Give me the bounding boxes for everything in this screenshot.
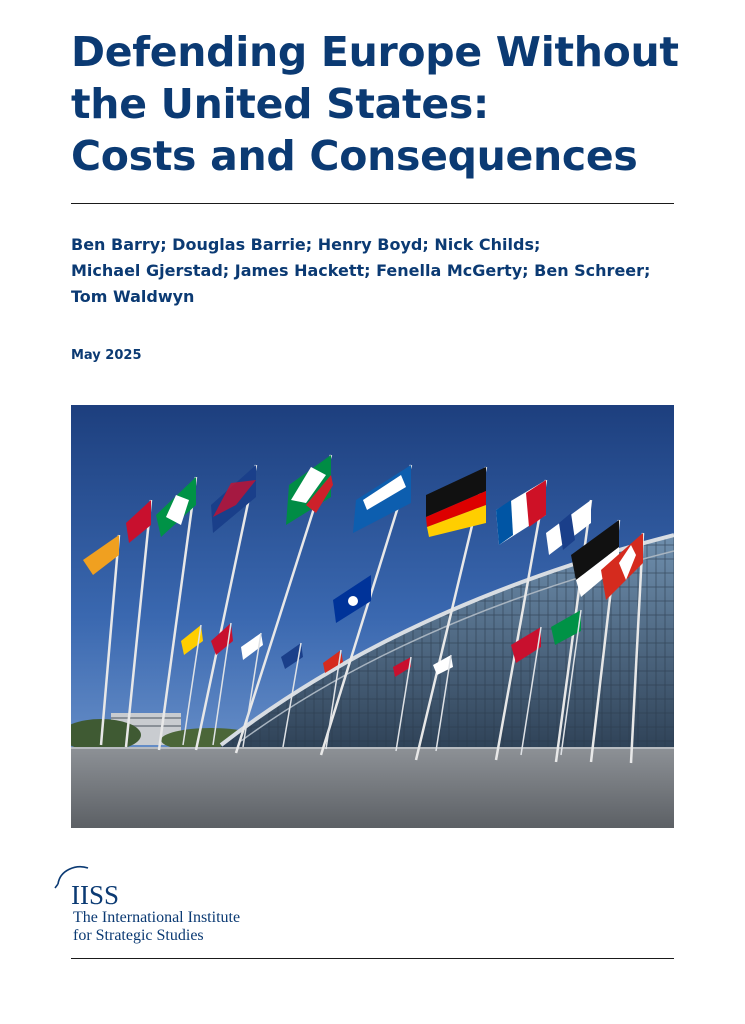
- top-divider: [71, 203, 674, 204]
- report-title: [71, 26, 691, 182]
- report-title-line-1: Defending Europe Without: [71, 28, 679, 76]
- report-title-line-3: Costs and Consequences: [71, 132, 638, 180]
- cover-photo-illustration: [71, 405, 674, 828]
- publisher-name-line-2: for Strategic Studies: [73, 927, 204, 944]
- bottom-divider: [71, 958, 674, 959]
- publisher-name: [73, 909, 240, 945]
- publication-date: May 2025: [71, 348, 142, 363]
- author-line-2: Michael Gjerstad; James Hackett; Fenella McGerty; Ben Schreer;: [71, 261, 651, 280]
- publisher-name-line-1: The International Institute: [73, 909, 241, 926]
- publisher-abbreviation: IISS: [71, 880, 120, 910]
- author-list: [71, 232, 691, 310]
- plaza: [71, 748, 674, 828]
- cover-photo: [71, 405, 674, 828]
- author-line-1: Ben Barry; Douglas Barrie; Henry Boyd; Nick Childs;: [71, 235, 541, 254]
- report-title-line-2: the United States:: [71, 80, 490, 128]
- iiss-logo: [52, 860, 352, 950]
- author-line-3: Tom Waldwyn: [71, 287, 195, 306]
